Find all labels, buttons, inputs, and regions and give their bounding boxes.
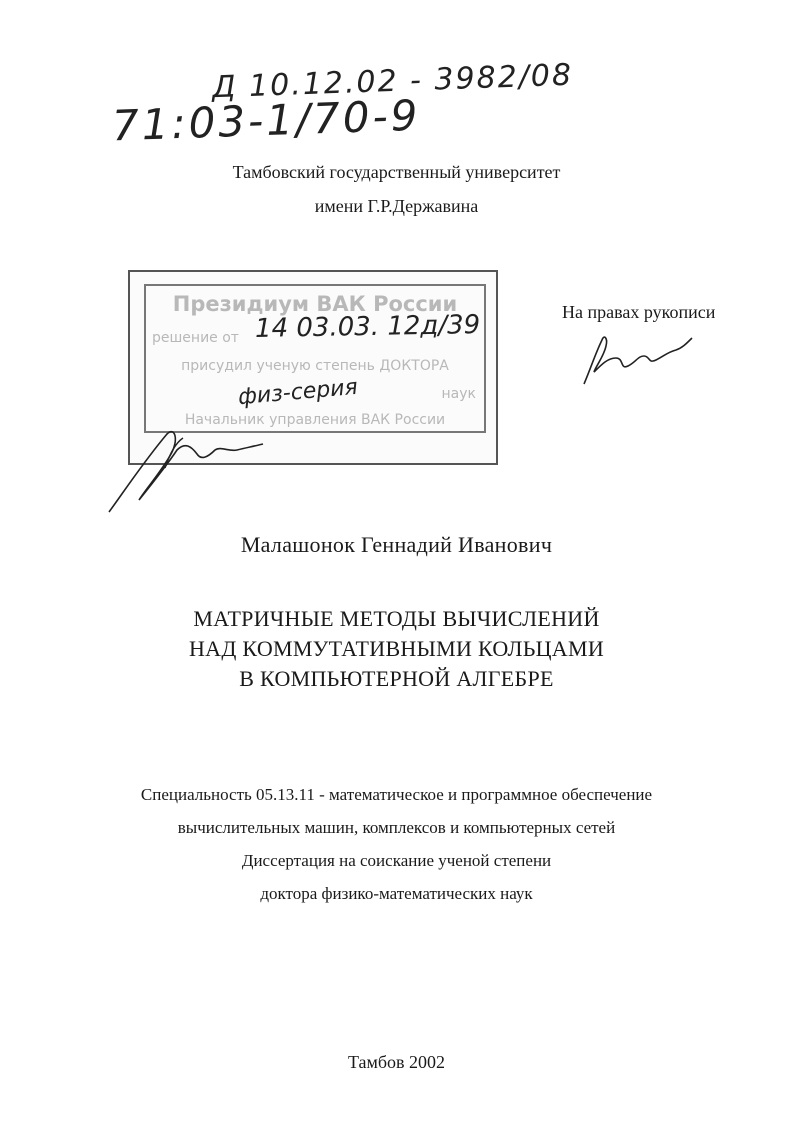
university-name: Тамбовский государственный университет (232, 162, 561, 182)
manuscript-rights-note: На правах рукописи (562, 302, 716, 322)
handwritten-code-top: Д 10.12.02 - 3982/08 (211, 57, 574, 106)
stamp-signature (105, 420, 265, 520)
dissertation-title-line-3: В КОМПЬЮТЕРНОЙ АЛГЕБРЕ (239, 666, 554, 691)
stamp-line-1: Президиум ВАК России (172, 292, 458, 316)
specialty-line-4: доктора физико-математических наук (260, 884, 533, 903)
stamp-line-2: решение от (152, 330, 239, 346)
city-year: Тамбов 2002 (347, 1052, 446, 1072)
author-signature (578, 330, 698, 390)
vak-stamp-inner-frame (144, 284, 486, 433)
stamp-handwritten-date: 14 03.03. 12д/39 (254, 310, 481, 344)
stamp-line-3: присудил ученую степень ДОКТОРА (181, 358, 449, 374)
author-name: Малашонок Геннадий Иванович (240, 532, 553, 557)
university-named-after: имени Г.Р.Державина (314, 196, 479, 216)
dissertation-title-line-2: НАД КОММУТАТИВНЫМИ КОЛЬЦАМИ (188, 636, 605, 661)
specialty-line-1: Специальность 05.13.11 - математическое и программное обеспечение (140, 785, 653, 804)
specialty-line-3: Диссертация на соискание ученой степени (241, 851, 552, 870)
stamp-handwritten-note: физ-серия (237, 374, 359, 411)
specialty-line-2: вычислительных машин, комплексов и компьютерных сетей (177, 818, 616, 837)
handwritten-code-main: 71:03-1/70-9 (111, 90, 422, 151)
dissertation-title-line-1: МАТРИЧНЫЕ МЕТОДЫ ВЫЧИСЛЕНИЙ (193, 606, 600, 631)
stamp-line-4: наук (441, 386, 476, 402)
stamp-line-5: Начальник управления ВАК России (184, 412, 446, 428)
